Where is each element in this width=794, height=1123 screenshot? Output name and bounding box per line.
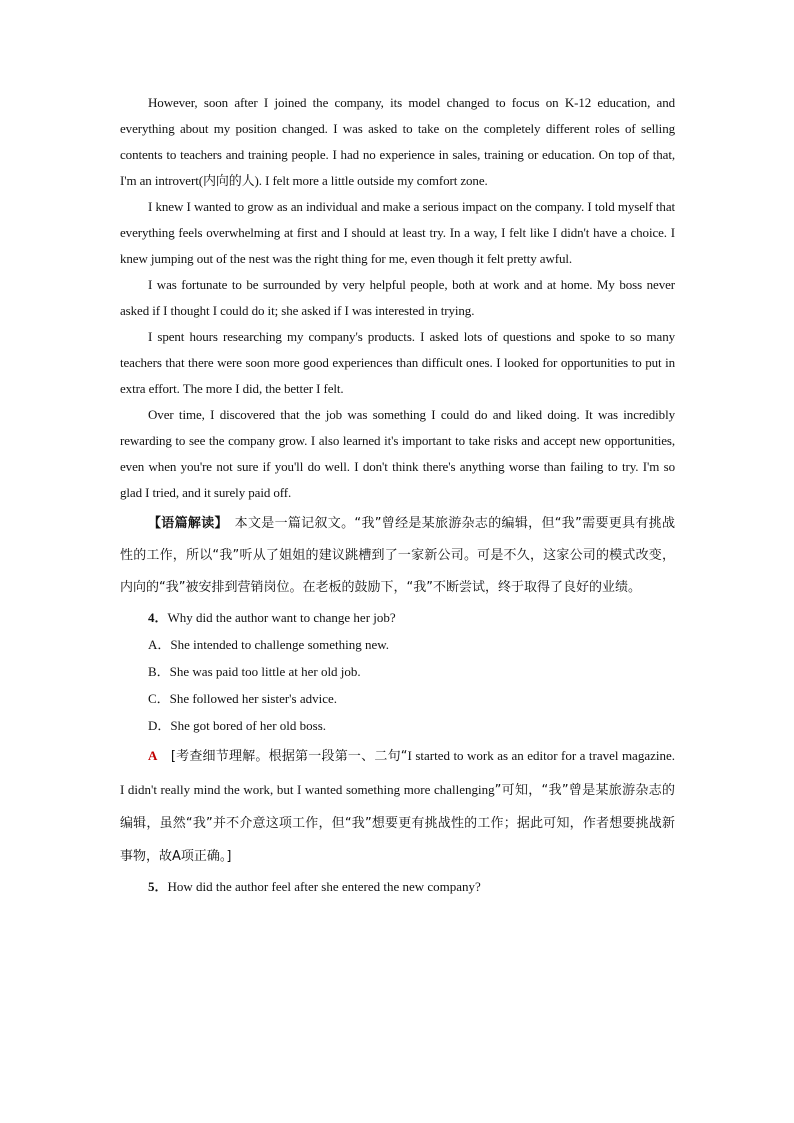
question-4-number: 4． <box>148 610 168 625</box>
answer-explain-quote: I started to work as an editor for a travel magazine. I didn't really mind the work, but I wanted something more challenging <box>120 748 675 797</box>
question-5-text: How did the author feel after she entered the new company? <box>167 879 481 894</box>
answer-explain-part-1: [考查细节理解。根据第一段第一、二句“ <box>170 749 408 764</box>
passage-analysis <box>120 508 675 604</box>
passage-paragraph-2: I knew I wanted to grow as an individual and make a serious impact on the company. I told myself that everything feels overwhelming at first and I should at least try. In a way, I felt like I didn't have a choice. I knew jumping out of the nest was the right thing for me, even though it felt pretty awful. <box>120 199 675 266</box>
question-4 <box>120 604 675 631</box>
question-5-number: 5． <box>148 879 168 894</box>
question-4-option-c: C．She followed her sister's advice. <box>148 691 337 706</box>
passage-paragraph-1: However, soon after I joined the company, its model changed to focus on K-12 education, and everything about my position changed. I was asked to take on the completely different roles of selling contents to teachers and training people. I had no experience in sales, training or education. On top of that, I'm an introvert(内向的人). I felt more a little outside my comfort zone. <box>120 95 675 188</box>
passage-paragraph-5: Over time, I discovered that the job was something I could do and liked doing. It was incredibly rewarding to see the company grow. I also learned it's important to take risks and accept new opportunities, even when you're not sure if you'll do well. I don't think there's anything worse than failing to try. I'm so glad I tried, and it surely paid off. <box>120 407 675 500</box>
passage-paragraph-4: I spent hours researching my company's products. I asked lots of questions and spoke to so many teachers that there were soon more good experiences than difficult ones. I looked for opportunities to put in extra effort. The more I did, the better I felt. <box>120 329 675 396</box>
answer-letter: A <box>148 748 158 763</box>
answer-explain-part-2: ”可知，“我”曾是某旅游杂志的编辑，虽然“我”并不介意这项工作，但“我”想要更有挑战性的工作；据此可知，作者想要挑战新事物，故A项正确。] <box>120 783 675 864</box>
document-page <box>120 90 675 900</box>
question-4-option-b: B．She was paid too little at her old job. <box>148 664 361 679</box>
analysis-text: 本文是一篇记叙文。“我”曾经是某旅游杂志的编辑，但“我”需要更具有挑战性的工作，所以“我”听从了姐姐的建议跳槽到了一家新公司。可是不久，这家公司的模式改变，内向的“我”被安排到营销岗位。在老板的鼓励下，“我”不断尝试，终于取得了良好的业绩。 <box>120 516 675 595</box>
question-4-option-a: A．She intended to challenge something new. <box>148 637 390 652</box>
analysis-tag: 【语篇解读】 <box>148 516 222 531</box>
passage-paragraph-3: I was fortunate to be surrounded by very helpful people, both at work and at home. My boss never asked if I thought I could do it; she asked if I was interested in trying. <box>120 277 675 318</box>
question-5 <box>120 873 675 900</box>
question-4-answer <box>120 739 675 873</box>
question-4-option-d: D．She got bored of her old boss. <box>148 718 327 733</box>
question-4-text: Why did the author want to change her job? <box>167 610 396 625</box>
